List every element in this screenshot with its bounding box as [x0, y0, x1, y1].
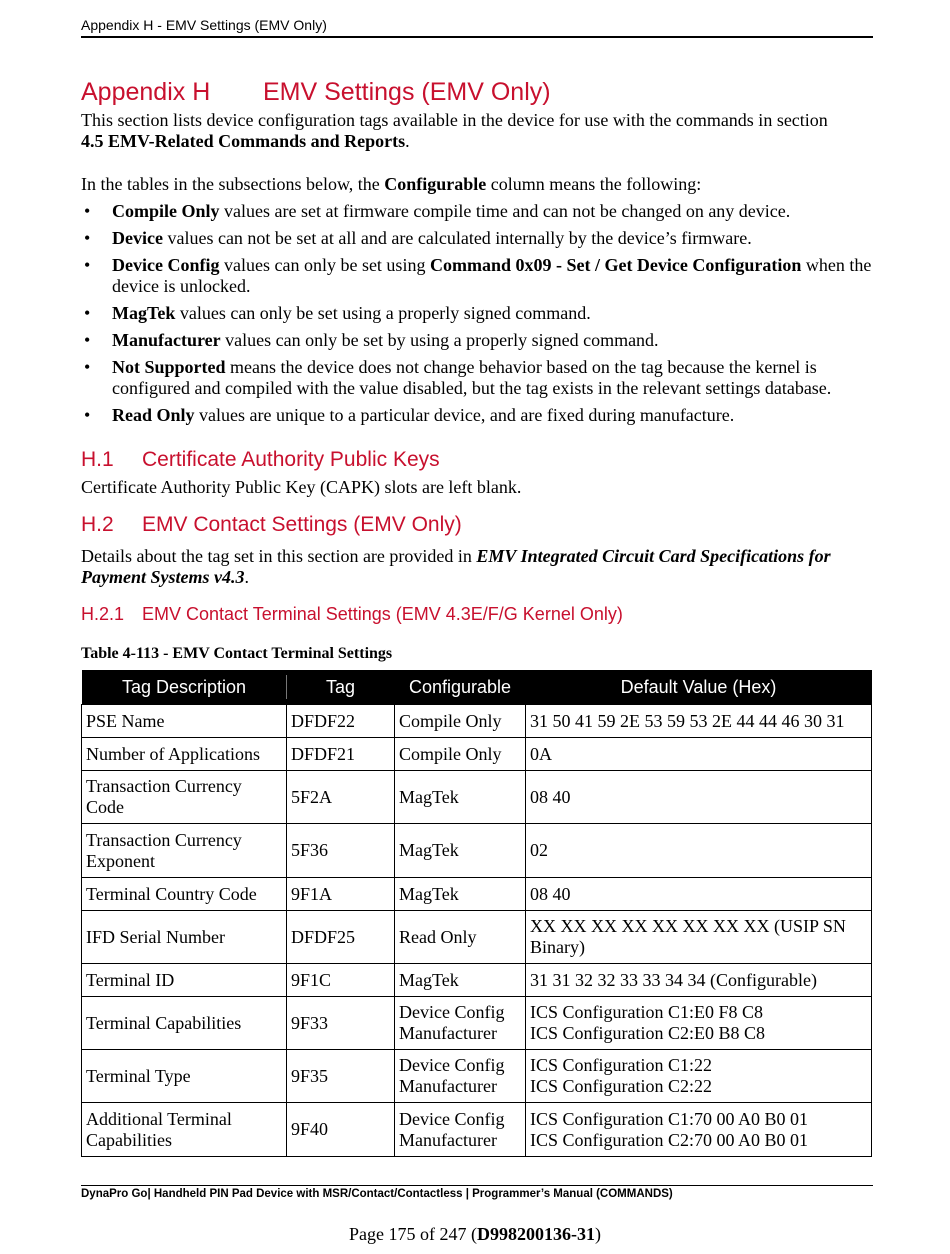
tag-description-line: PSE Name: [86, 710, 165, 731]
default-value-line: ICS Configuration C2:E0 B8 C8: [530, 1023, 766, 1043]
cell-tag-description: [82, 1103, 287, 1157]
cell-tag: 9F1A: [287, 878, 395, 911]
default-value-line: 31 31 32 32 33 33 34 34 (Configurable): [530, 969, 817, 990]
configurable-line: Device Config: [399, 1108, 505, 1129]
bullet-item: [81, 201, 873, 222]
configurable-intro: [81, 174, 871, 195]
configurable-line: MagTek: [399, 883, 459, 904]
bullet-term: Compile Only: [112, 201, 220, 221]
table-row: [82, 738, 872, 771]
cell-default-value: [526, 824, 872, 878]
default-value-line: ICS Configuration C1:22: [530, 1055, 713, 1075]
default-value-line: ICS Configuration C1:E0 F8 C8: [530, 1002, 764, 1022]
document-number: D998200136-31: [476, 1224, 595, 1244]
appendix-title: [81, 78, 551, 107]
tag-description-line: Code: [86, 797, 124, 817]
bullet-dot: •: [84, 357, 91, 377]
cell-tag: DFDF25: [287, 911, 395, 964]
cell-tag-description: [82, 911, 287, 964]
cell-configurable: [395, 911, 526, 964]
section-h2-spec-title: EMV Integrated Circuit Card Specifications for Payment Systems v4.3: [81, 546, 831, 587]
bullet-term: Device: [112, 228, 163, 248]
section-h1-number: H.1: [81, 448, 114, 471]
configurable-line: Compile Only: [399, 710, 502, 731]
default-value-line: ICS Configuration C2:22: [530, 1076, 713, 1096]
cell-default-value: [526, 1050, 872, 1103]
configurable-line: Manufacturer: [399, 1023, 497, 1043]
table-row: [82, 1050, 872, 1103]
cell-default-value: [526, 705, 872, 738]
section-h1-heading: [81, 448, 440, 472]
cell-tag: 5F36: [287, 824, 395, 878]
page-number: [0, 1224, 950, 1245]
table-header-row: [82, 670, 872, 705]
section-h21-number: H.2.1: [81, 604, 125, 624]
emv-contact-terminal-settings-table: [81, 670, 872, 1157]
intro-text: This section lists device configuration tags available in the device for use with the commands in section: [81, 110, 828, 130]
cell-tag-description: [82, 1050, 287, 1103]
bullet-dot: •: [84, 405, 91, 425]
cell-configurable: [395, 738, 526, 771]
bullet-text: values can only be set by using a properly signed command.: [225, 330, 659, 350]
configurable-intro-bold: Configurable: [384, 174, 487, 194]
section-h1-body: Certificate Authority Public Key (CAPK) slots are left blank.: [81, 477, 522, 497]
configurable-line: Manufacturer: [399, 1076, 497, 1096]
table-row: [82, 771, 872, 824]
column-header-tag: Tag: [287, 670, 395, 705]
configurable-line: Compile Only: [399, 743, 502, 764]
default-value-line: XX XX XX XX XX XX XX XX (USIP SN: [530, 916, 846, 936]
section-h2-body-pre: Details about the tag set in this section are provided in: [81, 546, 472, 566]
tag-description-line: Terminal Capabilities: [86, 1012, 242, 1033]
cell-configurable: [395, 878, 526, 911]
cell-tag: 9F1C: [287, 964, 395, 997]
bullet-text: values are set at firmware compile time and can not be changed on any device.: [224, 201, 791, 221]
table-caption: Table 4-113 - EMV Contact Terminal Settings: [81, 645, 393, 662]
table-row: [82, 878, 872, 911]
cell-tag: DFDF22: [287, 705, 395, 738]
bullet-dot: •: [84, 303, 91, 323]
cell-configurable: [395, 771, 526, 824]
configurable-bullet-list: [81, 201, 873, 432]
bullet-term: Not Supported: [112, 357, 226, 377]
column-header-default-value: Default Value (Hex): [526, 670, 872, 705]
cell-tag-description: [82, 964, 287, 997]
cell-tag: 5F2A: [287, 771, 395, 824]
bullet-dot: •: [84, 330, 91, 350]
bullet-text: means the device does not change behavior based on the tag because the kernel is configured and compiled with the value disabled, but the tag exists in the relevant settings database.: [112, 357, 832, 398]
bullet-term: Device Config: [112, 255, 220, 275]
bullet-term: MagTek: [112, 303, 176, 323]
bullet-text: values can only be set using a properly signed command.: [179, 303, 591, 323]
bullet-item: [81, 228, 873, 249]
configurable-line: Device Config: [399, 1055, 505, 1075]
tag-description-line: Additional Terminal: [86, 1108, 232, 1129]
cell-configurable: [395, 705, 526, 738]
cell-configurable: [395, 1050, 526, 1103]
cell-configurable: [395, 997, 526, 1050]
table-body: [82, 705, 872, 1157]
appendix-number: Appendix H: [81, 78, 211, 106]
default-value-line: Binary): [530, 937, 585, 957]
cell-default-value: [526, 771, 872, 824]
section-h2-body: [81, 546, 856, 588]
configurable-line: Manufacturer: [399, 1129, 497, 1150]
bullet-item: [81, 357, 873, 399]
cell-default-value: [526, 738, 872, 771]
configurable-line: MagTek: [399, 786, 459, 807]
table-row: [82, 705, 872, 738]
intro-section-reference: 4.5 EMV-Related Commands and Reports: [81, 131, 406, 151]
default-value-line: 08 40: [530, 786, 571, 807]
cell-tag-description: [82, 705, 287, 738]
bullet-item: [81, 330, 873, 351]
table-row: [82, 824, 872, 878]
cell-tag-description: [82, 878, 287, 911]
cell-configurable: [395, 964, 526, 997]
configurable-intro-post: column means the following:: [490, 174, 702, 194]
section-h21-title: EMV Contact Terminal Settings (EMV 4.3E/F/G Kernel Only): [142, 604, 623, 624]
bullet-term: Manufacturer: [112, 330, 221, 350]
bullet-command-reference: Command 0x09 - Set / Get Device Configuration: [429, 255, 802, 275]
column-header-tag-description: Tag Description: [82, 670, 287, 705]
cell-configurable: [395, 824, 526, 878]
table-row: [82, 911, 872, 964]
cell-tag-description: [82, 824, 287, 878]
tag-description-line: Capabilities: [86, 1129, 172, 1150]
running-header: Appendix H - EMV Settings (EMV Only): [81, 17, 873, 38]
table-row: [82, 1103, 872, 1157]
bullet-dot: •: [84, 255, 91, 275]
table-row: [82, 964, 872, 997]
cell-tag-description: [82, 771, 287, 824]
bullet-term: Read Only: [112, 405, 195, 425]
configurable-line: Device Config: [399, 1002, 505, 1022]
footer-rule: [81, 1185, 873, 1186]
section-h1-title: Certificate Authority Public Keys: [142, 448, 440, 471]
default-value-line: ICS Configuration C1:70 00 A0 B0 01: [530, 1108, 809, 1129]
default-value-line: 08 40: [530, 883, 571, 904]
bullet-text-continued: when the device is unlocked.: [112, 255, 872, 296]
intro-period: .: [405, 131, 410, 151]
tag-description-line: Transaction Currency: [86, 776, 242, 796]
cell-default-value: [526, 911, 872, 964]
cell-tag-description: [82, 997, 287, 1050]
page-number-text: Page 175 of 247 (: [349, 1224, 477, 1244]
cell-tag: 9F35: [287, 1050, 395, 1103]
bullet-text: values can only be set using: [223, 255, 426, 275]
tag-description-line: Transaction Currency: [86, 829, 242, 850]
tag-description-line: Terminal Type: [86, 1065, 191, 1086]
configurable-line: MagTek: [399, 969, 459, 990]
tag-description-line: Exponent: [86, 850, 155, 871]
configurable-line: MagTek: [399, 840, 459, 860]
bullet-text: values are unique to a particular device, and are fixed during manufacture.: [199, 405, 735, 425]
bullet-dot: •: [84, 201, 91, 221]
cell-default-value: [526, 997, 872, 1050]
table-row: [82, 997, 872, 1050]
section-h21-heading: [81, 604, 623, 625]
tag-description-line: Number of Applications: [86, 743, 260, 764]
default-value-line: 31 50 41 59 2E 53 59 53 2E 44 44 46 30 31: [530, 710, 845, 731]
default-value-line: ICS Configuration C2:70 00 A0 B0 01: [530, 1129, 809, 1150]
column-header-configurable: Configurable: [395, 670, 526, 705]
section-h2-title: EMV Contact Settings (EMV Only): [142, 513, 462, 536]
tag-description-line: Terminal ID: [86, 969, 175, 990]
configurable-line: Read Only: [399, 926, 477, 947]
cell-tag: DFDF21: [287, 738, 395, 771]
section-h2-body-end: .: [244, 567, 249, 587]
bullet-item: [81, 303, 873, 324]
section-h2-heading: [81, 513, 462, 537]
bullet-item: [81, 405, 873, 426]
footer-text: DynaPro Go| Handheld PIN Pad Device with MSR/Contact/Contactless | Programmer’s Manual (COMMANDS): [81, 1188, 673, 1200]
default-value-line: 0A: [530, 743, 552, 764]
page-number-close: ): [594, 1224, 601, 1244]
tag-description-line: Terminal Country Code: [86, 883, 257, 904]
cell-configurable: [395, 1103, 526, 1157]
cell-default-value: [526, 964, 872, 997]
cell-tag-description: [82, 738, 287, 771]
configurable-intro-pre: In the tables in the subsections below, the: [81, 174, 380, 194]
cell-tag: 9F40: [287, 1103, 395, 1157]
section-h2-number: H.2: [81, 513, 114, 536]
appendix-title-text: EMV Settings (EMV Only): [263, 78, 551, 106]
bullet-item: [81, 255, 873, 297]
cell-default-value: [526, 1103, 872, 1157]
tag-description-line: IFD Serial Number: [86, 926, 225, 947]
default-value-line: 02: [530, 840, 548, 860]
bullet-dot: •: [84, 228, 91, 248]
cell-default-value: [526, 878, 872, 911]
bullet-text: values can not be set at all and are calculated internally by the device’s firmware.: [167, 228, 752, 248]
intro-paragraph: [81, 110, 871, 152]
cell-tag: 9F33: [287, 997, 395, 1050]
